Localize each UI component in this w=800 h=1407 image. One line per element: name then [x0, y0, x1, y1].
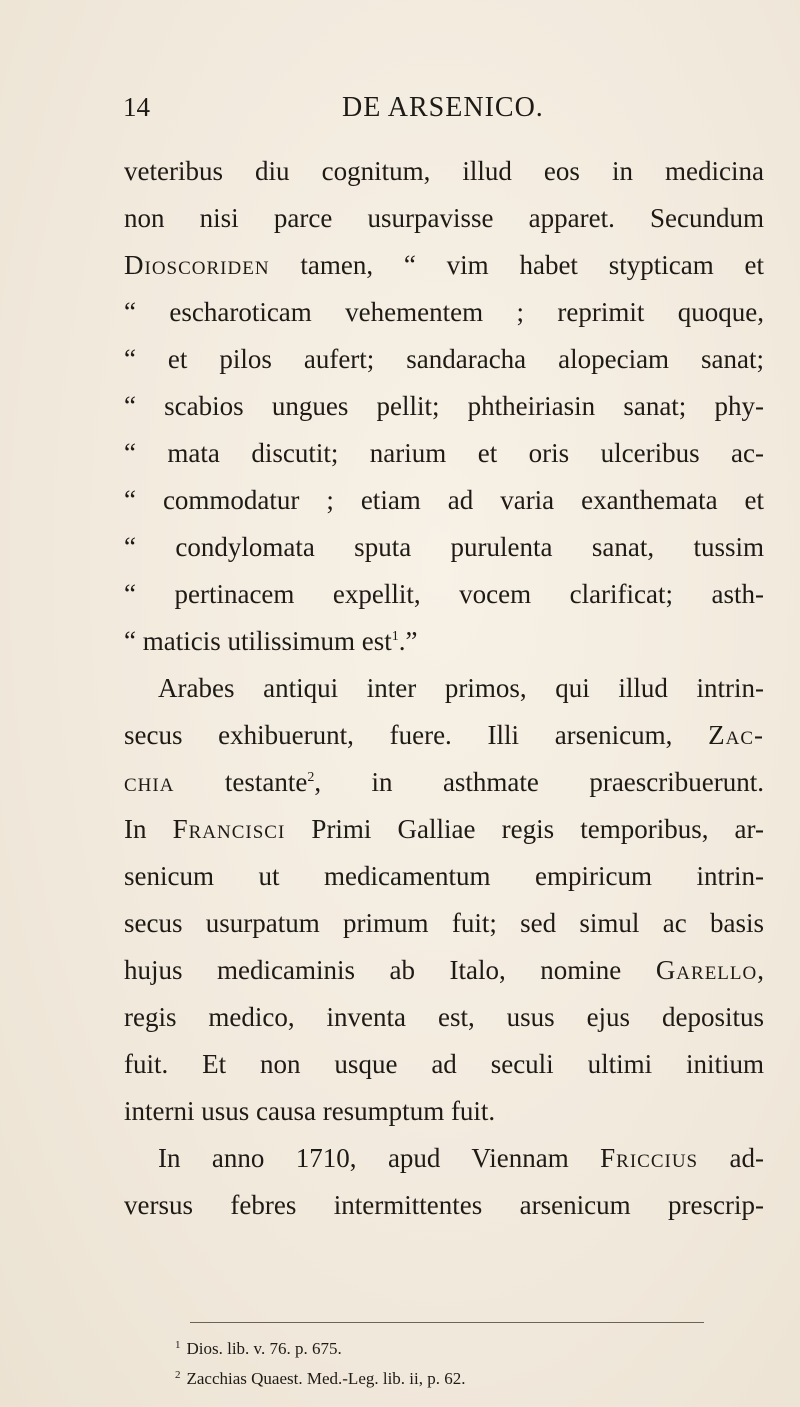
- author-name: Francisci: [172, 814, 286, 844]
- text-line: In anno 1710, apud Viennam Friccius ad-: [158, 1143, 764, 1173]
- footnote: $^2$ Zacchias Quaest. Med.-Leg. lib. ii, p. 62.: [175, 1369, 466, 1388]
- text-line: “ mata discutit; narium et oris ulceribus ac-: [124, 438, 764, 468]
- running-title: DE ARSENICO.: [342, 92, 544, 123]
- text-line: Dioscoriden tamen, “ vim habet stypticam et: [124, 250, 764, 280]
- text-line: “ et pilos aufert; sandaracha alopeciam sanat;: [124, 344, 764, 374]
- text-line: fuit. Et non usque ad seculi ultimi initium: [124, 1049, 764, 1079]
- text-line: non nisi parce usurpavisse apparet. Secundum: [124, 203, 764, 233]
- text-line: versus febres intermittentes arsenicum prescrip-: [124, 1190, 764, 1220]
- author-name: Garello: [655, 955, 758, 985]
- author-name: Dioscoriden: [124, 250, 270, 280]
- text-line: interni usus causa resumptum fuit.: [124, 1096, 496, 1126]
- text-line: “ commodatur ; etiam ad varia exanthemata et: [124, 485, 764, 515]
- text-line: senicum ut medicamentum empiricum intrin-: [124, 861, 764, 891]
- page-header: [0, 92, 800, 132]
- text-line: chia testante$^2$, in asthmate praescribuerunt.: [124, 767, 764, 797]
- text-line: “ condylomata sputa purulenta sanat, tussim: [124, 532, 764, 562]
- text-line: “ escharoticam vehementem ; reprimit quoque,: [124, 297, 764, 327]
- text-line: regis medico, inventa est, usus ejus depositus: [124, 1002, 764, 1032]
- author-name: chia: [124, 767, 175, 797]
- footnote: $^1$ Dios. lib. v. 76. p. 675.: [175, 1339, 342, 1358]
- page-number: 14: [123, 92, 150, 122]
- author-name: Friccius: [600, 1143, 699, 1173]
- author-name: Zac-: [708, 720, 764, 750]
- text-line: “ maticis utilissimum est$^1$.”: [124, 626, 418, 656]
- text-line: “ pertinacem expellit, vocem clarificat; asth-: [124, 579, 764, 609]
- text-line: hujus medicaminis ab Italo, nomine Garello,: [124, 955, 764, 985]
- text-line: Arabes antiqui inter primos, qui illud intrin-: [158, 673, 764, 703]
- text-line: secus usurpatum primum fuit; sed simul ac basis: [124, 908, 764, 938]
- footnote-ref: 2: [307, 770, 315, 785]
- text-line: secus exhibuerunt, fuere. Illi arsenicum, Zac-: [124, 720, 764, 750]
- text-line: veteribus diu cognitum, illud eos in medicina: [124, 156, 764, 186]
- text-line: In Francisci Primi Galliae regis temporibus, ar-: [124, 814, 764, 844]
- text-line: “ scabios ungues pellit; phtheiriasin sanat; phy-: [124, 391, 764, 421]
- footnote-rule: [190, 1322, 704, 1323]
- footnote-ref: 1: [391, 629, 399, 644]
- main-text: [124, 148, 764, 1229]
- footnotes: [175, 1332, 466, 1392]
